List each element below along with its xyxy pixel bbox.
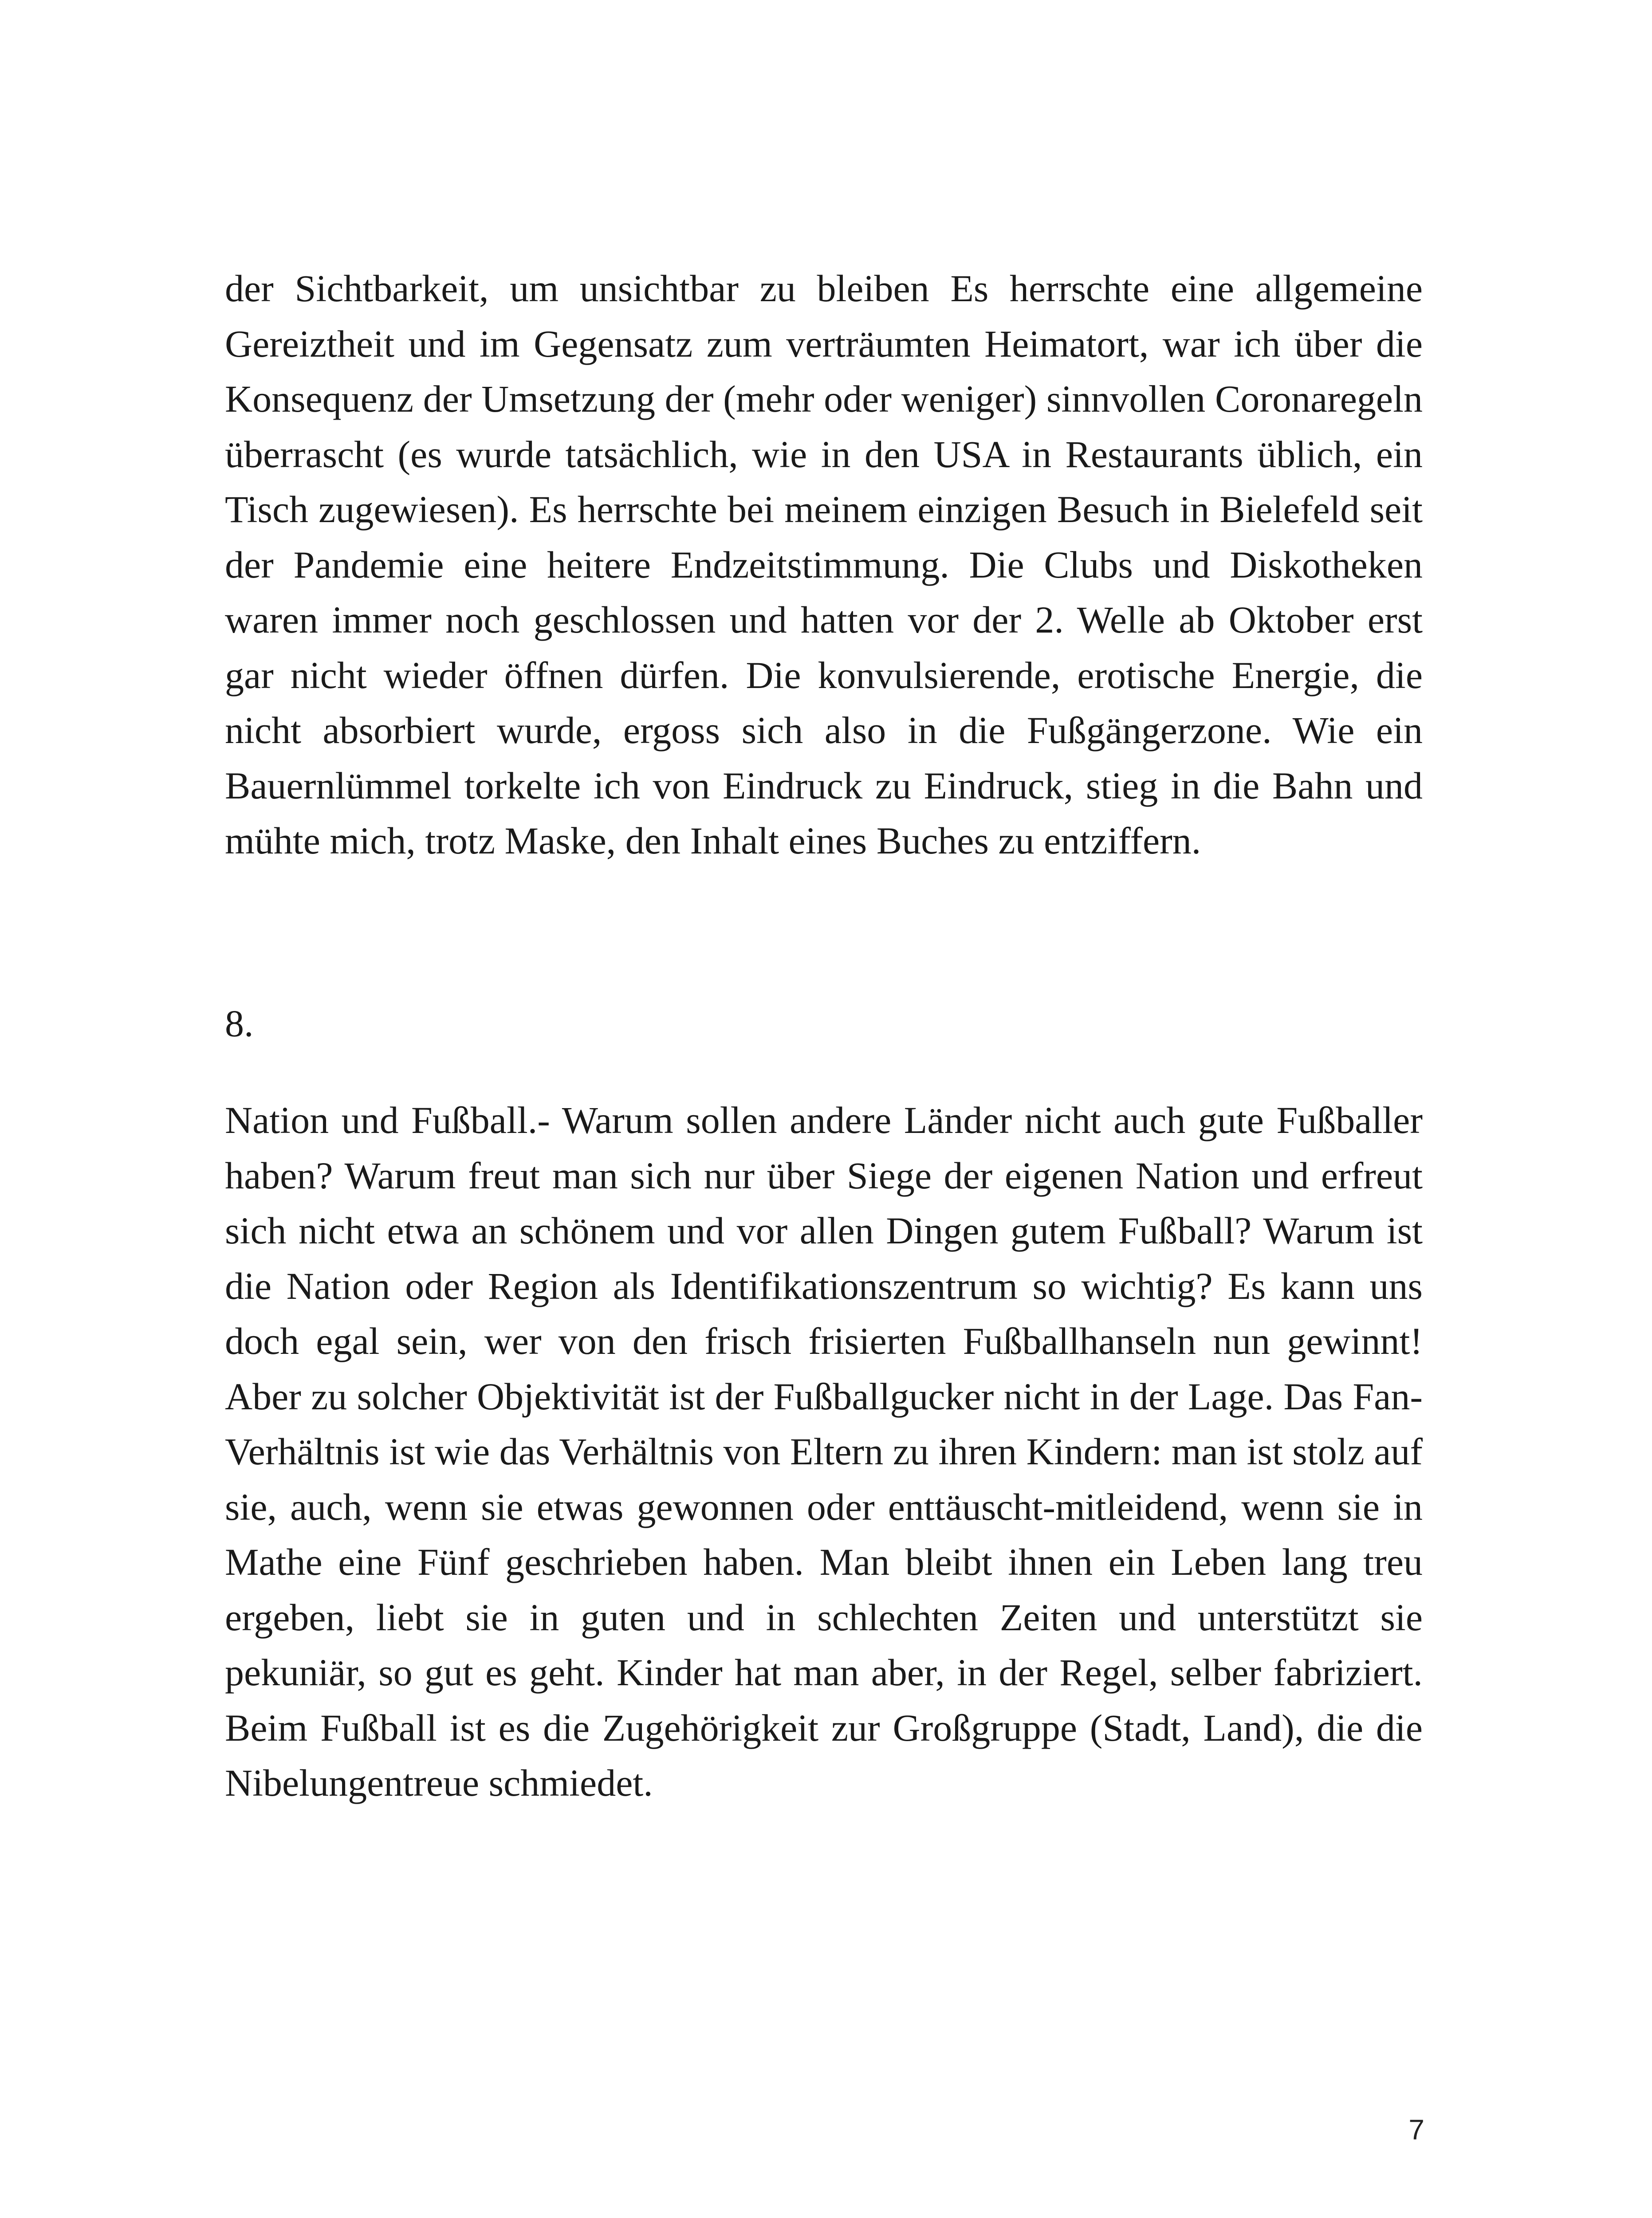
section-number: 8. [225,1002,254,1045]
body-paragraph: der Sichtbarkeit, um unsichtbar zu bleiben Es herrschte eine allgemeine Gereiztheit und im Gegensatz zum verträumten Heimatort, war ich über die Konsequenz der Umsetzung der (mehr oder weniger) sinnvollen Coronaregeln überrascht (es wurde tatsächlich, wie in den USA in Restaurants üblich, ein Tisch zugewiesen). Es herrschte bei meinem einzigen Besuch in Bielefeld seit der Pandemie eine heitere Endzeitstimmung. Die Clubs und Diskotheken waren immer noch geschlossen und hatten vor der 2. Welle ab Oktober erst gar nicht wieder öffnen dürfen. Die konvulsierende, erotische Energie, die nicht absorbiert wurde, ergoss sich also in die Fußgängerzone. Wie ein Bauernlümmel torkelte ich von Eindruck zu Eindruck, stieg in die Bahn und mühte mich, trotz Maske, den Inhalt eines Buches zu entziffern. [225,267,1423,862]
page-number: 7 [1408,2114,1424,2146]
body-paragraph: Nation und Fußball.- Warum sollen andere Länder nicht auch gute Fußballer haben? Warum freut man sich nur über Siege der eigenen Nation und erfreut sich nicht etwa an schönem und vor allen Dingen gutem Fußball? Warum ist die Nation oder Region als Identifikationszentrum so wichtig? Es kann uns doch egal sein, wer von den frisch frisierten Fußballhanseln nun gewinnt! Aber zu solcher Objektivität ist der Fußballgucker nicht in der Lage. Das Fan-Verhältnis ist wie das Verhältnis von Eltern zu ihren Kindern: man ist stolz auf sie, auch, wenn sie etwas gewonnen oder enttäuscht-mitleidend, wenn sie in Mathe eine Fünf geschrieben haben. Man bleibt ihnen ein Leben lang treu ergeben, liebt sie in guten und in schlechten Zeiten und unterstützt sie pekuniär, so gut es geht. Kinder hat man aber, in der Regel, selber fabriziert. Beim Fußball ist es die Zugehörigkeit zur Großgruppe (Stadt, Land), die die Nibelungentreue schmiedet. [225,1099,1423,1804]
